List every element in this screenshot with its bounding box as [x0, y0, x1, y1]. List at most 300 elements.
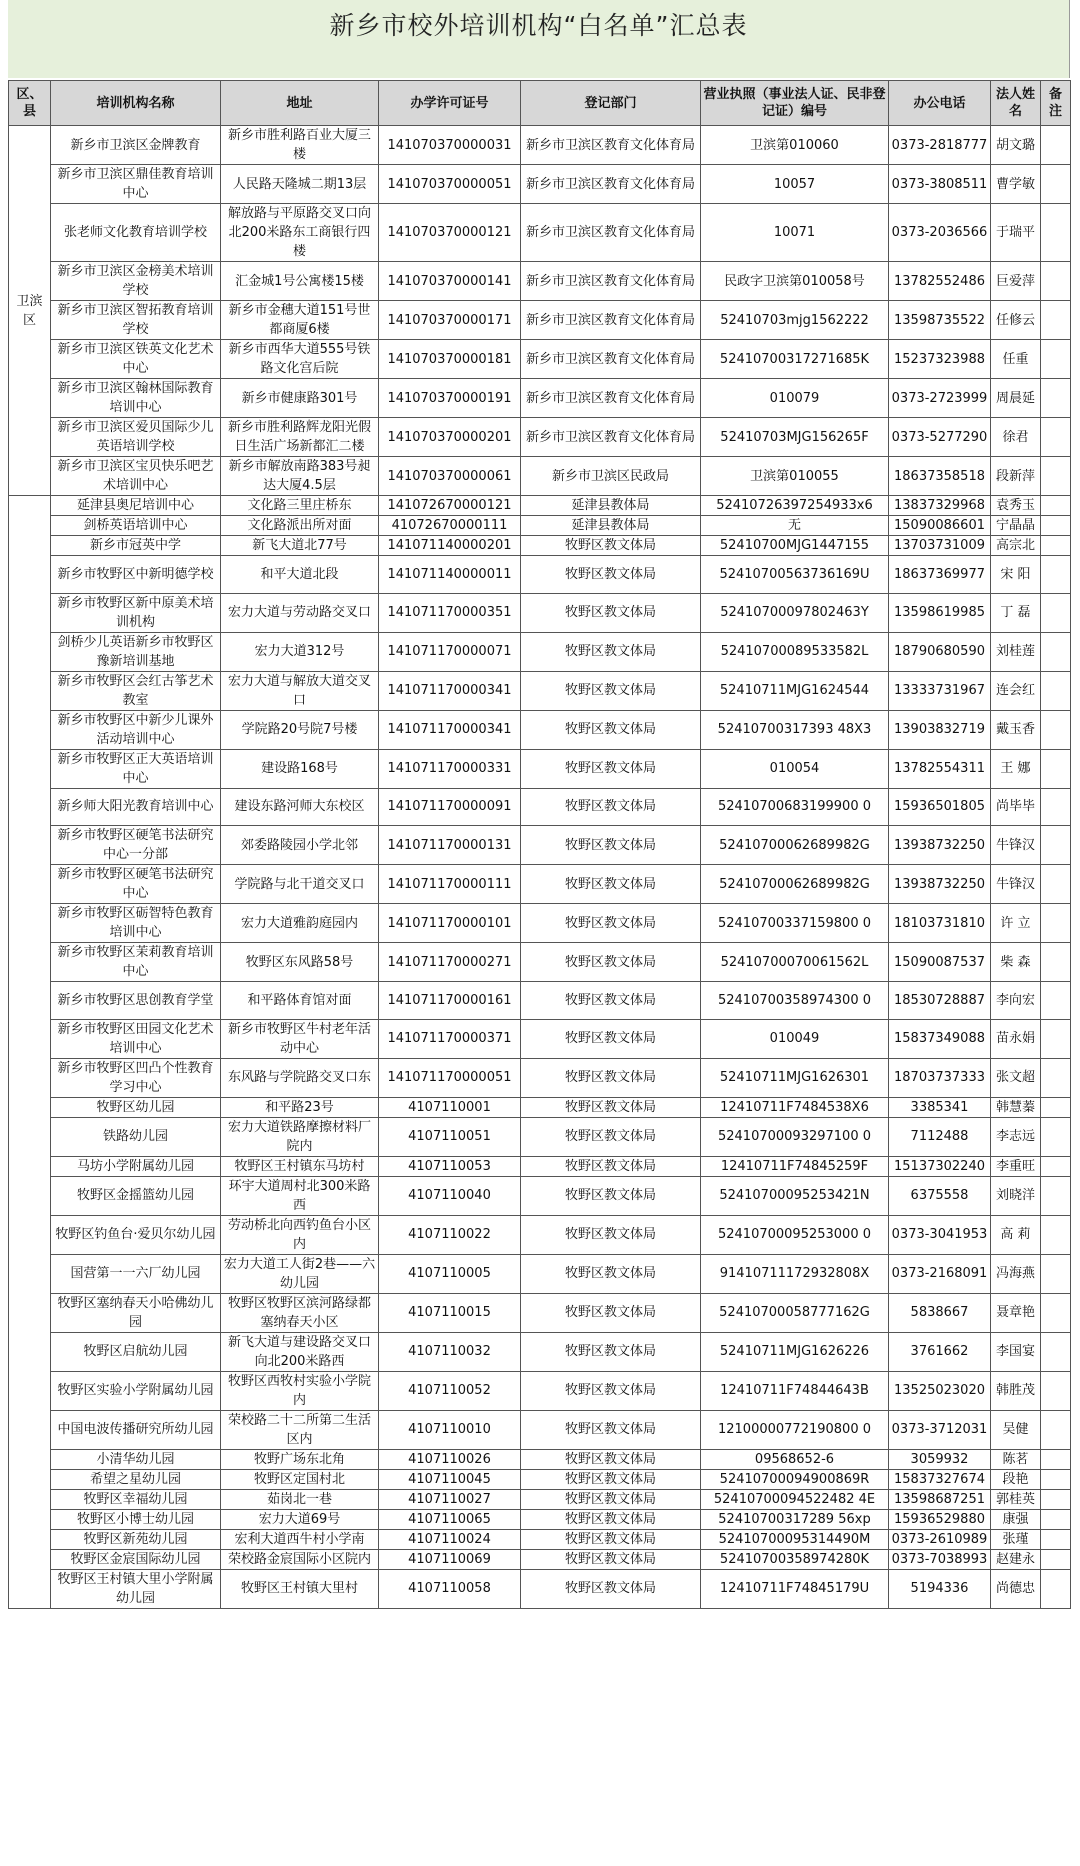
biz-cell: 52410711MJG1626226 [701, 1332, 889, 1371]
table-row [9, 1509, 1071, 1529]
phone-cell: 15936529880 [889, 1509, 991, 1529]
header-district: 区、县 [9, 81, 51, 126]
name-cell: 牧野区金宸国际幼儿园 [51, 1549, 221, 1569]
name-cell: 新乡市牧野区砺智特色教育培训中心 [51, 904, 221, 943]
remarks-cell [1041, 632, 1071, 671]
person-cell: 陈茗 [991, 1449, 1041, 1469]
phone-cell: 15237323988 [889, 340, 991, 379]
phone-cell: 0373-5277290 [889, 418, 991, 457]
address-cell: 和平路体育馆对面 [221, 982, 379, 1020]
district-cell: 卫滨区 [9, 126, 51, 496]
table-row [9, 1215, 1071, 1254]
address-cell: 宏力大道工人街2巷——六幼儿园 [221, 1254, 379, 1293]
person-cell: 许 立 [991, 904, 1041, 943]
name-cell: 马坊小学附属幼儿园 [51, 1156, 221, 1176]
address-cell: 汇金城1号公寓楼15楼 [221, 262, 379, 301]
table-row [9, 301, 1071, 340]
biz-cell: 52410700317393 48X3 [701, 710, 889, 749]
person-cell: 段新萍 [991, 457, 1041, 496]
name-cell: 国营第一一六厂幼儿园 [51, 1254, 221, 1293]
remarks-cell [1041, 1097, 1071, 1117]
person-cell: 任修云 [991, 301, 1041, 340]
person-cell: 李志远 [991, 1117, 1041, 1156]
table-row [9, 457, 1071, 496]
table-row [9, 710, 1071, 749]
dept-cell: 牧野区教文体局 [521, 826, 701, 865]
phone-cell: 15837327674 [889, 1469, 991, 1489]
remarks-cell [1041, 904, 1071, 943]
name-cell: 新乡市牧野区硬笔书法研究中心一分部 [51, 826, 221, 865]
phone-cell: 3059932 [889, 1449, 991, 1469]
table-row [9, 1449, 1071, 1469]
address-cell: 文化路派出所对面 [221, 516, 379, 536]
license-cell: 141071170000071 [379, 632, 521, 671]
phone-cell: 18637369977 [889, 556, 991, 594]
license-cell: 4107110005 [379, 1254, 521, 1293]
remarks-cell [1041, 826, 1071, 865]
remarks-cell [1041, 262, 1071, 301]
remarks-cell [1041, 1549, 1071, 1569]
remarks-cell [1041, 418, 1071, 457]
person-cell: 韩慧蓁 [991, 1097, 1041, 1117]
dept-cell: 牧野区教文体局 [521, 671, 701, 710]
table-row [9, 556, 1071, 594]
dept-cell: 牧野区教文体局 [521, 1509, 701, 1529]
person-cell: 康强 [991, 1509, 1041, 1529]
dept-cell: 新乡市卫滨区民政局 [521, 457, 701, 496]
license-cell: 4107110015 [379, 1293, 521, 1332]
table-row [9, 1469, 1071, 1489]
person-cell: 周晨延 [991, 379, 1041, 418]
dept-cell: 新乡市卫滨区教育文化体育局 [521, 165, 701, 204]
remarks-cell [1041, 1509, 1071, 1529]
name-cell: 新乡市牧野区中新少儿课外活动培训中心 [51, 710, 221, 749]
header-person: 法人姓名 [991, 81, 1041, 126]
phone-cell: 0373-3808511 [889, 165, 991, 204]
remarks-cell [1041, 865, 1071, 904]
address-cell: 学院路20号院7号楼 [221, 710, 379, 749]
person-cell: 郭桂英 [991, 1489, 1041, 1509]
address-cell: 宏力大道铁路摩擦材料厂院内 [221, 1117, 379, 1156]
table-row [9, 165, 1071, 204]
address-cell: 牧野广场东北角 [221, 1449, 379, 1469]
address-cell: 荣校路金宸国际小区院内 [221, 1549, 379, 1569]
phone-cell: 13782552486 [889, 262, 991, 301]
dept-cell: 牧野区教文体局 [521, 710, 701, 749]
license-cell: 4107110052 [379, 1371, 521, 1410]
address-cell: 牧野区东风路58号 [221, 943, 379, 982]
person-cell: 张文超 [991, 1058, 1041, 1097]
license-cell: 4107110053 [379, 1156, 521, 1176]
phone-cell: 13837329968 [889, 496, 991, 516]
table-row [9, 262, 1071, 301]
person-cell: 连会红 [991, 671, 1041, 710]
person-cell: 赵建永 [991, 1549, 1041, 1569]
name-cell: 新乡市卫滨区宝贝快乐吧艺术培训中心 [51, 457, 221, 496]
table-row [9, 1058, 1071, 1097]
dept-cell: 牧野区教文体局 [521, 593, 701, 632]
phone-cell: 0373-2168091 [889, 1254, 991, 1293]
biz-cell: 52410700062689982G [701, 826, 889, 865]
biz-cell: 52410700337159800 0 [701, 904, 889, 943]
phone-cell: 0373-2036566 [889, 204, 991, 262]
dept-cell: 牧野区教文体局 [521, 1549, 701, 1569]
address-cell: 宏利大道西牛村小学南 [221, 1529, 379, 1549]
district-cell [9, 496, 51, 1609]
address-cell: 新飞大道北77号 [221, 536, 379, 556]
address-cell: 荣校路二十二所第二生活区内 [221, 1410, 379, 1449]
remarks-cell [1041, 165, 1071, 204]
license-cell: 141071170000161 [379, 982, 521, 1020]
license-cell: 141072670000121 [379, 496, 521, 516]
remarks-cell [1041, 1489, 1071, 1509]
dept-cell: 牧野区教文体局 [521, 865, 701, 904]
phone-cell: 18530728887 [889, 982, 991, 1020]
license-cell: 4107110022 [379, 1215, 521, 1254]
dept-cell: 新乡市卫滨区教育文化体育局 [521, 204, 701, 262]
dept-cell: 牧野区教文体局 [521, 982, 701, 1020]
name-cell: 新乡市牧野区新中原美术培训机构 [51, 593, 221, 632]
person-cell: 柴 森 [991, 943, 1041, 982]
remarks-cell [1041, 710, 1071, 749]
remarks-cell [1041, 1058, 1071, 1097]
dept-cell: 牧野区教文体局 [521, 1469, 701, 1489]
remarks-cell [1041, 1254, 1071, 1293]
phone-cell: 13598619985 [889, 593, 991, 632]
biz-cell: 52410700095253421N [701, 1176, 889, 1215]
address-cell: 人民路天隆城二期13层 [221, 165, 379, 204]
biz-cell: 52410726397254933x6 [701, 496, 889, 516]
table-row [9, 1529, 1071, 1549]
dept-cell: 牧野区教文体局 [521, 1097, 701, 1117]
phone-cell: 0373-2818777 [889, 126, 991, 165]
sheet-title: 新乡市校外培训机构“白名单”汇总表 [329, 11, 748, 40]
address-cell: 牧野区定国村北 [221, 1469, 379, 1489]
address-cell: 茹岗北一巷 [221, 1489, 379, 1509]
table-row [9, 1293, 1071, 1332]
address-cell: 新乡市胜利路辉龙阳光假日生活广场新都汇二楼 [221, 418, 379, 457]
dept-cell: 牧野区教文体局 [521, 1156, 701, 1176]
dept-cell: 新乡市卫滨区教育文化体育局 [521, 418, 701, 457]
remarks-cell [1041, 516, 1071, 536]
name-cell: 中国电波传播研究所幼儿园 [51, 1410, 221, 1449]
biz-cell: 52410700094900869R [701, 1469, 889, 1489]
table-row [9, 865, 1071, 904]
license-cell: 141070370000181 [379, 340, 521, 379]
phone-cell: 13938732250 [889, 865, 991, 904]
remarks-cell [1041, 1569, 1071, 1608]
dept-cell: 牧野区教文体局 [521, 1254, 701, 1293]
biz-cell: 52410700358974300 0 [701, 982, 889, 1020]
remarks-cell [1041, 1469, 1071, 1489]
table-row [9, 340, 1071, 379]
license-cell: 141070370000051 [379, 165, 521, 204]
phone-cell: 13598735522 [889, 301, 991, 340]
biz-cell: 010054 [701, 749, 889, 788]
address-cell: 和平路23号 [221, 1097, 379, 1117]
table-row [9, 749, 1071, 788]
phone-cell: 13525023020 [889, 1371, 991, 1410]
license-cell: 141071170000131 [379, 826, 521, 865]
dept-cell: 新乡市卫滨区教育文化体育局 [521, 379, 701, 418]
license-cell: 141071170000271 [379, 943, 521, 982]
dept-cell: 牧野区教文体局 [521, 1019, 701, 1058]
phone-cell: 13703731009 [889, 536, 991, 556]
dept-cell: 牧野区教文体局 [521, 632, 701, 671]
biz-cell: 10057 [701, 165, 889, 204]
remarks-cell [1041, 1156, 1071, 1176]
name-cell: 新乡市卫滨区铁英文化艺术中心 [51, 340, 221, 379]
dept-cell: 牧野区教文体局 [521, 904, 701, 943]
biz-cell: 52410700070061562L [701, 943, 889, 982]
biz-cell: 52410700095253000 0 [701, 1215, 889, 1254]
phone-cell: 13903832719 [889, 710, 991, 749]
person-cell: 任重 [991, 340, 1041, 379]
phone-cell: 0373-7038993 [889, 1549, 991, 1569]
person-cell: 李国宴 [991, 1332, 1041, 1371]
remarks-cell [1041, 204, 1071, 262]
biz-cell: 52410700317289 56xp [701, 1509, 889, 1529]
person-cell: 袁秀玉 [991, 496, 1041, 516]
biz-cell: 12410711F74845179U [701, 1569, 889, 1608]
biz-cell: 民政字卫滨第010058号 [701, 262, 889, 301]
address-cell: 新乡市胜利路百业大厦三楼 [221, 126, 379, 165]
person-cell: 刘桂莲 [991, 632, 1041, 671]
biz-cell: 52410700094522482 4E [701, 1489, 889, 1509]
name-cell: 新乡市卫滨区鼎佳教育培训中心 [51, 165, 221, 204]
person-cell: 曹学敏 [991, 165, 1041, 204]
license-cell: 141071170000111 [379, 865, 521, 904]
person-cell: 宁晶晶 [991, 516, 1041, 536]
address-cell: 新乡市金穗大道151号世都商厦6楼 [221, 301, 379, 340]
license-cell: 4107110001 [379, 1097, 521, 1117]
name-cell: 牧野区实验小学附属幼儿园 [51, 1371, 221, 1410]
address-cell: 宏力大道雅韵庭园内 [221, 904, 379, 943]
biz-cell: 52410700563736169U [701, 556, 889, 594]
license-cell: 141071140000011 [379, 556, 521, 594]
table-row [9, 1254, 1071, 1293]
remarks-cell [1041, 1117, 1071, 1156]
biz-cell: 52410700089533582L [701, 632, 889, 671]
address-cell: 文化路三里庄桥东 [221, 496, 379, 516]
name-cell: 牧野区塞纳春天小哈佛幼儿园 [51, 1293, 221, 1332]
dept-cell: 牧野区教文体局 [521, 1410, 701, 1449]
remarks-cell [1041, 1019, 1071, 1058]
header-biz: 营业执照（事业法人证、民非登记证）编号 [701, 81, 889, 126]
address-cell: 新飞大道与建设路交叉口向北200米路西 [221, 1332, 379, 1371]
name-cell: 新乡市牧野区中新明德学校 [51, 556, 221, 594]
biz-cell: 52410700093297100 0 [701, 1117, 889, 1156]
phone-cell: 13333731967 [889, 671, 991, 710]
address-cell: 新乡市解放南路383号昶达大厦4.5层 [221, 457, 379, 496]
phone-cell: 15090087537 [889, 943, 991, 982]
remarks-cell [1041, 379, 1071, 418]
biz-cell: 52410700317271685K [701, 340, 889, 379]
table-row [9, 826, 1071, 865]
table-row [9, 943, 1071, 982]
phone-cell: 13598687251 [889, 1489, 991, 1509]
table-row [9, 516, 1071, 536]
person-cell: 牛锋汉 [991, 826, 1041, 865]
phone-cell: 18103731810 [889, 904, 991, 943]
address-cell: 牧野区王村镇大里村 [221, 1569, 379, 1608]
name-cell: 牧野区新苑幼儿园 [51, 1529, 221, 1549]
dept-cell: 牧野区教文体局 [521, 556, 701, 594]
table-row [9, 1019, 1071, 1058]
address-cell: 牧野区西牧村实验小学院内 [221, 1371, 379, 1410]
remarks-cell [1041, 340, 1071, 379]
name-cell: 新乡市牧野区茉莉教育培训中心 [51, 943, 221, 982]
name-cell: 牧野区启航幼儿园 [51, 1332, 221, 1371]
person-cell: 胡文璐 [991, 126, 1041, 165]
table-row [9, 1371, 1071, 1410]
biz-cell: 52410703MJG156265F [701, 418, 889, 457]
license-cell: 141071140000201 [379, 536, 521, 556]
person-cell: 李重旺 [991, 1156, 1041, 1176]
person-cell: 段艳 [991, 1469, 1041, 1489]
name-cell: 希望之星幼儿园 [51, 1469, 221, 1489]
dept-cell: 延津县教体局 [521, 516, 701, 536]
remarks-cell [1041, 457, 1071, 496]
biz-cell: 12100000772190800 0 [701, 1410, 889, 1449]
license-cell: 4107110026 [379, 1449, 521, 1469]
phone-cell: 3385341 [889, 1097, 991, 1117]
name-cell: 新乡市牧野区田园文化艺术培训中心 [51, 1019, 221, 1058]
phone-cell: 3761662 [889, 1332, 991, 1371]
table-row [9, 496, 1071, 516]
person-cell: 丁 磊 [991, 593, 1041, 632]
phone-cell: 13782554311 [889, 749, 991, 788]
license-cell: 141071170000341 [379, 710, 521, 749]
remarks-cell [1041, 1215, 1071, 1254]
remarks-cell [1041, 749, 1071, 788]
dept-cell: 牧野区教文体局 [521, 1176, 701, 1215]
biz-cell: 52410700097802463Y [701, 593, 889, 632]
dept-cell: 新乡市卫滨区教育文化体育局 [521, 126, 701, 165]
address-cell: 宏力大道69号 [221, 1509, 379, 1529]
name-cell: 剑桥英语培训中心 [51, 516, 221, 536]
license-cell: 141071170000091 [379, 788, 521, 826]
phone-cell: 18637358518 [889, 457, 991, 496]
remarks-cell [1041, 1529, 1071, 1549]
person-cell: 张瑾 [991, 1529, 1041, 1549]
biz-cell: 52410700058777162G [701, 1293, 889, 1332]
header-dept: 登记部门 [521, 81, 701, 126]
phone-cell: 5194336 [889, 1569, 991, 1608]
table-row [9, 1117, 1071, 1156]
remarks-cell [1041, 496, 1071, 516]
license-cell: 141070370000201 [379, 418, 521, 457]
person-cell: 吴健 [991, 1410, 1041, 1449]
phone-cell: 15837349088 [889, 1019, 991, 1058]
person-cell: 王 娜 [991, 749, 1041, 788]
biz-cell: 52410700358974280K [701, 1549, 889, 1569]
name-cell: 新乡市牧野区硬笔书法研究中心 [51, 865, 221, 904]
person-cell: 韩胜茂 [991, 1371, 1041, 1410]
person-cell: 冯海燕 [991, 1254, 1041, 1293]
biz-cell: 52410703mjg1562222 [701, 301, 889, 340]
address-cell: 牧野区牧野区滨河路绿都塞纳春天小区 [221, 1293, 379, 1332]
license-cell: 4107110058 [379, 1569, 521, 1608]
remarks-cell [1041, 943, 1071, 982]
table-body [9, 126, 1071, 1609]
name-cell: 新乡市卫滨区金榜美术培训学校 [51, 262, 221, 301]
remarks-cell [1041, 1449, 1071, 1469]
phone-cell: 15137302240 [889, 1156, 991, 1176]
license-cell: 4107110045 [379, 1469, 521, 1489]
biz-cell: 010049 [701, 1019, 889, 1058]
name-cell: 新乡师大阳光教育培训中心 [51, 788, 221, 826]
dept-cell: 延津县教体局 [521, 496, 701, 516]
table-row [9, 418, 1071, 457]
phone-cell: 13938732250 [889, 826, 991, 865]
person-cell: 宋 阳 [991, 556, 1041, 594]
person-cell: 巨爱萍 [991, 262, 1041, 301]
name-cell: 牧野区金摇篮幼儿园 [51, 1176, 221, 1215]
remarks-cell [1041, 1371, 1071, 1410]
license-cell: 141071170000051 [379, 1058, 521, 1097]
license-cell: 141070370000031 [379, 126, 521, 165]
address-cell: 解放路与平原路交叉口向北200米路东工商银行四楼 [221, 204, 379, 262]
table-row [9, 1097, 1071, 1117]
biz-cell: 91410711172932808X [701, 1254, 889, 1293]
dept-cell: 新乡市卫滨区教育文化体育局 [521, 301, 701, 340]
table-row [9, 536, 1071, 556]
name-cell: 新乡市卫滨区翰林国际教育培训中心 [51, 379, 221, 418]
biz-cell: 52410700MJG1447155 [701, 536, 889, 556]
table-row [9, 1569, 1071, 1608]
person-cell: 苗永娟 [991, 1019, 1041, 1058]
dept-cell: 牧野区教文体局 [521, 1058, 701, 1097]
license-cell: 141071170000371 [379, 1019, 521, 1058]
name-cell: 牧野区幼儿园 [51, 1097, 221, 1117]
address-cell: 建设路168号 [221, 749, 379, 788]
person-cell: 李向宏 [991, 982, 1041, 1020]
address-cell: 宏力大道312号 [221, 632, 379, 671]
phone-cell: 0373-3712031 [889, 1410, 991, 1449]
biz-cell: 09568652-6 [701, 1449, 889, 1469]
dept-cell: 牧野区教文体局 [521, 1489, 701, 1509]
dept-cell: 新乡市卫滨区教育文化体育局 [521, 340, 701, 379]
table-row [9, 1156, 1071, 1176]
dept-cell: 牧野区教文体局 [521, 1371, 701, 1410]
license-cell: 4107110010 [379, 1410, 521, 1449]
dept-cell: 牧野区教文体局 [521, 1215, 701, 1254]
license-cell: 141071170000331 [379, 749, 521, 788]
header-phone: 办公电话 [889, 81, 991, 126]
biz-cell: 52410711MJG1624544 [701, 671, 889, 710]
table-row [9, 1489, 1071, 1509]
table-row [9, 1176, 1071, 1215]
dept-cell: 牧野区教文体局 [521, 536, 701, 556]
remarks-cell [1041, 536, 1071, 556]
person-cell: 戴玉香 [991, 710, 1041, 749]
person-cell: 尚德忠 [991, 1569, 1041, 1608]
dept-cell: 牧野区教文体局 [521, 788, 701, 826]
address-cell: 新乡市健康路301号 [221, 379, 379, 418]
remarks-cell [1041, 788, 1071, 826]
address-cell: 宏力大道与解放大道交叉口 [221, 671, 379, 710]
address-cell: 新乡市牧野区牛村老年活动中心 [221, 1019, 379, 1058]
license-cell: 4107110032 [379, 1332, 521, 1371]
remarks-cell [1041, 982, 1071, 1020]
address-cell: 牧野区王村镇东马坊村 [221, 1156, 379, 1176]
name-cell: 新乡市牧野区思创教育学堂 [51, 982, 221, 1020]
biz-cell: 无 [701, 516, 889, 536]
header-row [9, 81, 1071, 126]
dept-cell: 牧野区教文体局 [521, 1449, 701, 1469]
address-cell: 东风路与学院路交叉口东 [221, 1058, 379, 1097]
